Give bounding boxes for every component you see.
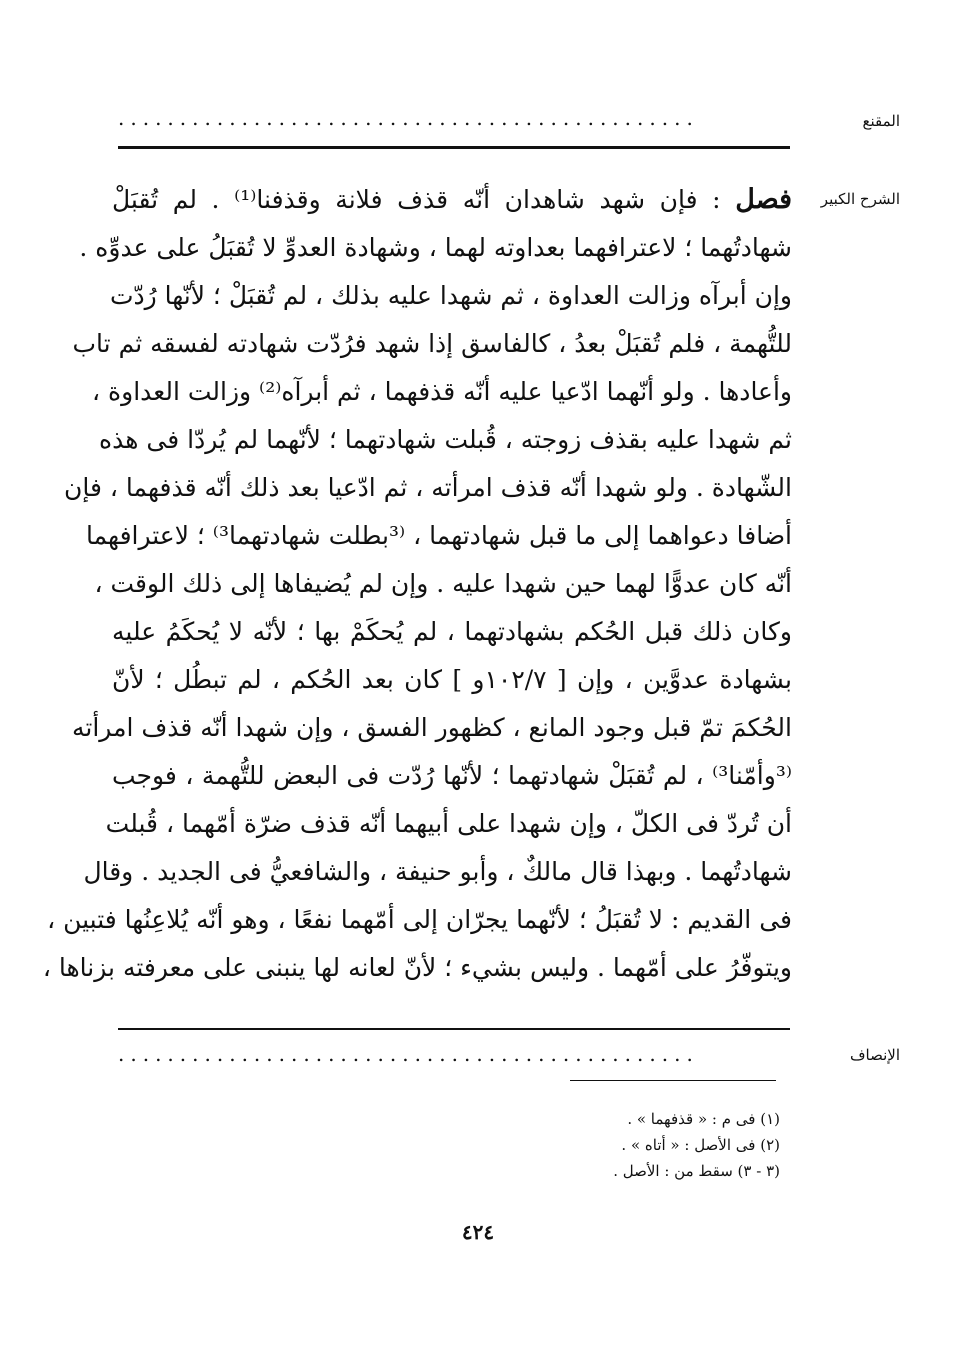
margin-label-insaf: الإنصاف bbox=[849, 1046, 900, 1064]
page-number: ٤٢٤ bbox=[461, 1220, 495, 1244]
footnote-separator bbox=[570, 1080, 776, 1081]
margin-label-sharh: الشرح الكبير bbox=[820, 190, 900, 208]
main-text-block bbox=[42, 176, 793, 992]
footnote-3: (٣ - ٣) سقط من : الأصل . bbox=[613, 1162, 780, 1180]
text-line-1-rest: : فإن شهد شاهدان أنّه قذف فلانة وقذفنا⁽¹⁾ . لم تُقبَلْ bbox=[112, 185, 721, 214]
insaf-dotted-line: ............................................... bbox=[118, 1042, 699, 1066]
footnote-2: (٢) فى الأصل : « أتاه » . bbox=[621, 1136, 780, 1154]
text-line: الشّهادة . ولو شهدا أنّه قذف امرأته ، ثم ادّعيا بعد ذلك أنّه قذفهما ، فإن bbox=[64, 473, 792, 502]
header-rule bbox=[118, 146, 790, 149]
text-line: للتُّهمة ، فلم تُقبَلْ بعدُ ، كالفاسق إذا شهد فرُدّت شهادته لفسقه ثم تاب bbox=[72, 329, 792, 358]
footnote-1: (١) فى م : « قذفهما » . bbox=[627, 1110, 780, 1128]
text-line: الحُكمَ تمّ قبل وجود المانع ، كظهور الفسق ، وإن شهدا أنّه قذف امرأته bbox=[71, 713, 792, 742]
text-line: أنّه كان عدوًّا لهما حين شهدا عليه . وإن لم يُضيفاها إلى ذلك الوقت ، bbox=[94, 569, 792, 598]
text-line: شهادتُهما ؛ لاعترافهما بعداوته لهما ، وشهادة العدوِّ لا تُقبَلُ على عدوِّه . bbox=[79, 233, 792, 262]
section-heading-word: فصل bbox=[735, 184, 793, 215]
text-line: وأعادها . ولو أنّهما ادّعيا عليه أنّه قذفهما ، ثم أبرآه⁽²⁾ وزالت العداوة ، bbox=[92, 377, 792, 406]
body-bottom-rule bbox=[118, 1028, 790, 1030]
header-dotted-line: ............................................... bbox=[118, 106, 699, 130]
footnotes bbox=[613, 1106, 780, 1184]
text-line: فى القديم : لا تُقبَلُ ؛ لأنّهما يجرّان إلى أمّهما نفعًا ، وهو أنّه يُلاعِنُها فتبين ، bbox=[47, 905, 792, 934]
text-line-1 bbox=[112, 176, 792, 224]
text-line: أضافا دعواهما إلى ما قبل شهادتهما ، ⁽³بطلت شهادتهما³⁾ ؛ لاعترافهما bbox=[85, 521, 792, 550]
text-line: وإن أبرآه وزالت العداوة ، ثم شهدا عليه بذلك ، لم تُقبَلْ ؛ لأنّها رُدّت bbox=[109, 281, 792, 310]
text-line: شهادتُهما . وبهذا قال مالكٌ ، وأبو حنيفة ، والشافعيُّ فى الجديد . وقال bbox=[83, 857, 792, 886]
running-title: المقنع bbox=[862, 112, 900, 130]
text-line: ويتوفّرُ على أمّهما . وليس بشيء ؛ لأنّ لعانه لها ينبنى على معرفته بزناها ، bbox=[42, 953, 792, 982]
text-line: ثم شهدا عليه بقذف زوجته ، قُبلت شهادتهما ؛ لأنّهما لم يُردّا فى هذه bbox=[99, 425, 792, 454]
text-line: أن تُردّ فى الكلّ ، وإن شهدا على أبيهما أنّه قذف ضرّة أمّهما ، قُبلت bbox=[105, 809, 792, 838]
text-line: وكان ذلك قبل الحُكم بشهادتهما ، لم يُحكَمْ بها ؛ لأنّه لا يُحكَمُ عليه bbox=[112, 617, 792, 646]
text-line: ⁽³وأمّنا³⁾ ، لم تُقبَلْ شهادتهما ؛ لأنّها رُدّت فى البعض للتُّهمة ، فوجب bbox=[112, 761, 792, 790]
text-line: بشهادة عدوَّين ، وإن [ ١٠٢/٧و ] كان بعد الحُكم ، لم تبطُل ؛ لأنّ bbox=[112, 665, 793, 694]
